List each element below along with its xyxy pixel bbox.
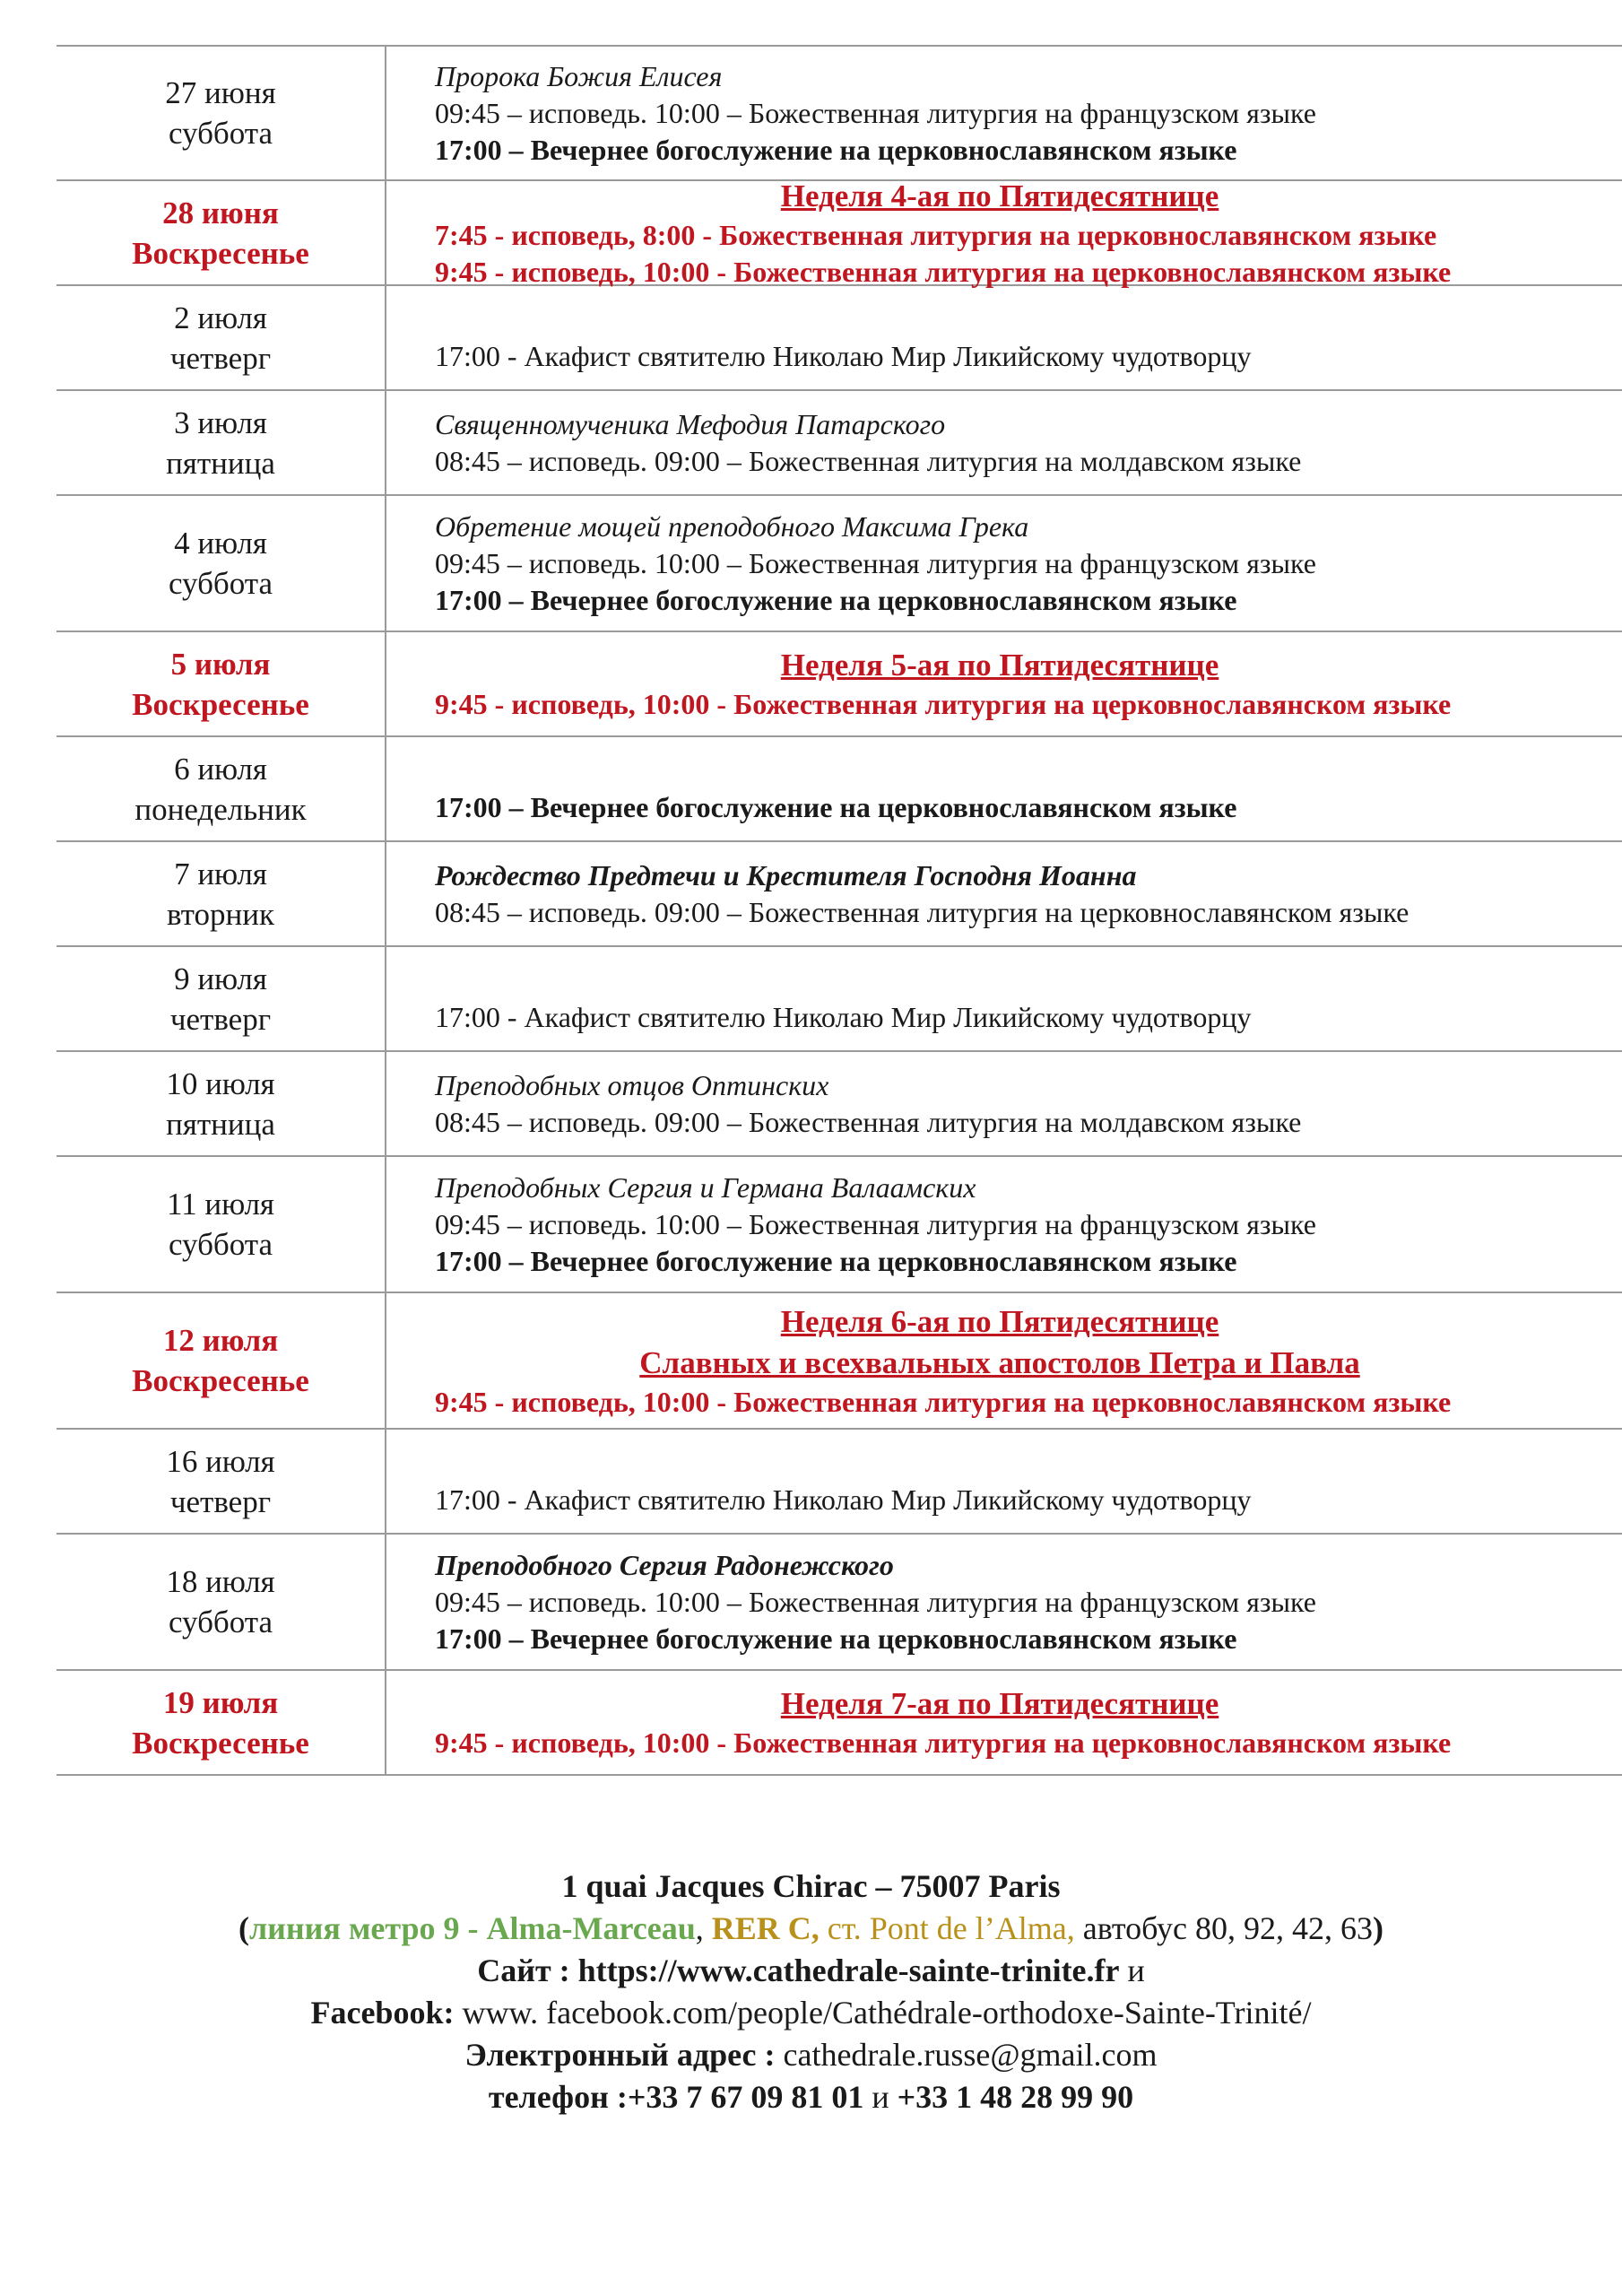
- weekday-text: пятница: [166, 1106, 275, 1142]
- saint-commemoration: [435, 301, 1622, 338]
- service-line: 9:45 - исповедь, 10:00 - Божественная литургия на церковнославянском языке: [435, 1726, 1452, 1759]
- service-line: 09:45 – исповедь. 10:00 – Божественная литургия на французском языке: [435, 96, 1316, 129]
- service-line: 17:00 – Вечернее богослужение на церковнославянском языке: [435, 133, 1237, 166]
- address: 1 quai Jacques Chirac – 75007 Paris: [561, 1868, 1061, 1904]
- weekday-text: пятница: [166, 445, 275, 481]
- service-cell: [386, 1157, 1622, 1292]
- schedule-table: [56, 45, 1622, 1776]
- table-row: [56, 1052, 1622, 1157]
- service-cell: [386, 178, 1622, 288]
- service-line: 9:45 - исповедь, 10:00 - Божественная литургия на церковнославянском языке: [435, 255, 1452, 288]
- table-row: [56, 1430, 1622, 1535]
- table-row: [56, 1293, 1622, 1430]
- table-row: [56, 632, 1622, 737]
- weekday-text: четверг: [169, 340, 272, 376]
- service-line: 17:00 – Вечернее богослужение на церковнославянском языке: [435, 583, 1237, 616]
- email-link[interactable]: cathedrale.russe@gmail.com: [783, 2037, 1158, 2073]
- table-row: [56, 737, 1622, 842]
- date-cell: [56, 496, 386, 631]
- service-cell: [386, 947, 1622, 1050]
- date-text: 27 июня: [165, 75, 276, 110]
- site-label: Сайт :: [477, 1952, 578, 1988]
- service-cell: [386, 737, 1622, 840]
- table-row: [56, 496, 1622, 632]
- date-cell: [56, 391, 386, 494]
- comma: ,: [695, 1910, 712, 1946]
- saint-commemoration: Пророка Божия Елисея: [435, 59, 723, 92]
- service-cell: [386, 1430, 1622, 1533]
- service-cell: [386, 842, 1622, 945]
- service-cell: [386, 1671, 1622, 1774]
- service-line: 08:45 – исповедь. 09:00 – Божественная литургия на церковнославянском языке: [435, 895, 1409, 928]
- service-line: 9:45 - исповедь, 10:00 - Божественная литургия на церковнославянском языке: [435, 1385, 1452, 1418]
- saint-commemoration: Преподобных отцов Оптинских: [435, 1068, 829, 1101]
- date-cell: [56, 947, 386, 1050]
- weekday-text: вторник: [167, 896, 274, 932]
- table-row: [56, 178, 1622, 288]
- weekday-text: суббота: [168, 1605, 273, 1639]
- date-cell: [56, 1430, 386, 1533]
- saint-commemoration: Обретение мощей преподобного Максима Грека: [435, 509, 1029, 543]
- phone-and: и: [863, 2079, 898, 2115]
- bus-info: автобус 80, 92, 42, 63: [1074, 1910, 1374, 1946]
- paren-open: (: [238, 1910, 249, 1946]
- date-cell: [56, 842, 386, 945]
- service-line: 17:00 - Акафист святителю Николаю Мир Ликийскому чудотворцу: [435, 1483, 1252, 1516]
- date-cell: [56, 1157, 386, 1292]
- saint-commemoration: Преподобных Сергия и Германа Валаамских: [435, 1170, 976, 1204]
- facebook-link[interactable]: www. facebook.com/people/Cathédrale-orthodoxe-Sainte-Trinité/: [454, 1995, 1312, 2031]
- date-text: 28 июня: [162, 195, 279, 230]
- date-text: 16 июля: [166, 1443, 275, 1479]
- service-line: 09:45 – исповедь. 10:00 – Божественная литургия на французском языке: [435, 1207, 1316, 1240]
- date-text: 18 июля: [166, 1564, 275, 1599]
- date-cell: [56, 1671, 386, 1774]
- date-text: 12 июля: [162, 1323, 279, 1358]
- date-cell: [56, 286, 386, 389]
- table-row: [56, 286, 1622, 391]
- table-row: [56, 45, 1622, 181]
- service-line: 09:45 – исповедь. 10:00 – Божественная литургия на французском языке: [435, 546, 1316, 579]
- feast-title: Неделя 4-ая по Пятидесятнице: [780, 178, 1219, 213]
- date-text: 11 июля: [166, 1187, 275, 1222]
- facebook-line: [0, 1992, 1622, 2034]
- table-row: [56, 947, 1622, 1052]
- rer-info: RER C,: [711, 1910, 820, 1946]
- service-line: 17:00 - Акафист святителю Николаю Мир Ликийскому чудотворцу: [435, 1000, 1252, 1033]
- date-text: 6 июля: [174, 751, 267, 787]
- weekday-text: суббота: [168, 116, 273, 151]
- service-cell: [386, 496, 1622, 631]
- saint-commemoration: Священномученика Мефодия Патарского: [435, 407, 946, 440]
- service-line: 17:00 - Акафист святителю Николаю Мир Ликийскому чудотворцу: [435, 339, 1252, 372]
- service-line: 08:45 – исповедь. 09:00 – Божественная литургия на молдавском языке: [435, 444, 1302, 477]
- date-cell: [56, 1052, 386, 1155]
- feast-subtitle: Славных и всехвальных апостолов Петра и Павла: [639, 1344, 1360, 1380]
- phone-2[interactable]: +33 1 48 28 99 90: [897, 2079, 1134, 2115]
- rer-station: ст. Pont de l’Alma,: [819, 1910, 1075, 1946]
- metro-info: линия метро 9 - Alma-Marceau: [248, 1910, 696, 1946]
- date-text: 2 июля: [174, 300, 267, 335]
- email-line: [0, 2034, 1622, 2076]
- service-line: 9:45 - исповедь, 10:00 - Божественная литургия на церковнославянском языке: [435, 688, 1452, 720]
- weekday-text: четверг: [169, 1001, 272, 1037]
- service-line: 17:00 – Вечернее богослужение на церковнославянском языке: [435, 790, 1237, 823]
- transport-line: [0, 1908, 1622, 1950]
- table-row: [56, 391, 1622, 496]
- service-line: 09:45 – исповедь. 10:00 – Божественная литургия на французском языке: [435, 1585, 1316, 1618]
- service-line: 7:45 - исповедь, 8:00 - Божественная литургия на церковнославянском языке: [435, 218, 1437, 251]
- service-cell: [386, 47, 1622, 179]
- weekday-text: суббота: [168, 566, 273, 601]
- service-line: 17:00 – Вечернее богослужение на церковнославянском языке: [435, 1244, 1237, 1277]
- date-cell: [56, 737, 386, 840]
- saint-commemoration: [435, 1445, 1622, 1482]
- table-row: [56, 1535, 1622, 1671]
- phone-1[interactable]: +33 7 67 09 81 01: [627, 2079, 864, 2115]
- date-text: 5 июля: [170, 646, 271, 682]
- service-cell: [386, 1052, 1622, 1155]
- weekday-text: Воскресенье: [132, 686, 309, 722]
- date-text: 4 июля: [174, 526, 267, 561]
- date-cell: [56, 181, 386, 284]
- paren-close: ): [1373, 1910, 1384, 1946]
- table-row: [56, 1157, 1622, 1293]
- weekday-text: суббота: [168, 1227, 273, 1262]
- phone-label: телефон :: [488, 2079, 628, 2115]
- service-cell: [386, 1535, 1622, 1669]
- service-cell: [386, 391, 1622, 494]
- service-line: 08:45 – исповедь. 09:00 – Божественная литургия на молдавском языке: [435, 1105, 1302, 1138]
- service-cell: [386, 1293, 1622, 1428]
- date-text: 10 июля: [166, 1065, 275, 1101]
- website-line: [0, 1950, 1622, 1992]
- weekday-text: Воскресенье: [132, 235, 309, 271]
- weekday-text: четверг: [169, 1483, 272, 1519]
- date-cell: [56, 632, 386, 735]
- saint-commemoration: Рождество Предтечи и Крестителя Господня Иоанна: [435, 858, 1137, 891]
- site-link[interactable]: https://www.cathedrale-sainte-trinite.fr: [577, 1952, 1120, 1988]
- service-cell: [386, 632, 1622, 735]
- feast-title: Неделя 5-ая по Пятидесятнице: [780, 648, 1219, 683]
- service-line: 17:00 – Вечернее богослужение на церковнославянском языке: [435, 1622, 1237, 1655]
- table-row: [56, 842, 1622, 947]
- facebook-label: Facebook:: [310, 1995, 455, 2031]
- weekday-text: Воскресенье: [132, 1725, 309, 1761]
- saint-commemoration: [435, 962, 1622, 999]
- service-cell: [386, 286, 1622, 389]
- contact-footer: [0, 1866, 1622, 2118]
- email-label: Электронный адрес :: [464, 2037, 784, 2073]
- phone-line: [0, 2076, 1622, 2118]
- saint-commemoration: [435, 752, 1622, 789]
- feast-title: Неделя 7-ая по Пятидесятнице: [780, 1686, 1219, 1721]
- date-cell: [56, 1293, 386, 1428]
- site-and: и: [1119, 1952, 1145, 1988]
- weekday-text: понедельник: [134, 791, 307, 827]
- date-text: 3 июля: [174, 404, 267, 440]
- date-text: 19 июля: [162, 1684, 279, 1720]
- feast-title: Неделя 6-ая по Пятидесятнице: [780, 1303, 1219, 1339]
- date-text: 9 июля: [174, 961, 267, 996]
- table-row: [56, 1671, 1622, 1776]
- weekday-text: Воскресенье: [132, 1363, 309, 1398]
- saint-commemoration: Преподобного Сергия Радонежского: [435, 1548, 894, 1581]
- date-text: 7 июля: [174, 856, 267, 891]
- date-cell: [56, 47, 386, 179]
- date-cell: [56, 1535, 386, 1669]
